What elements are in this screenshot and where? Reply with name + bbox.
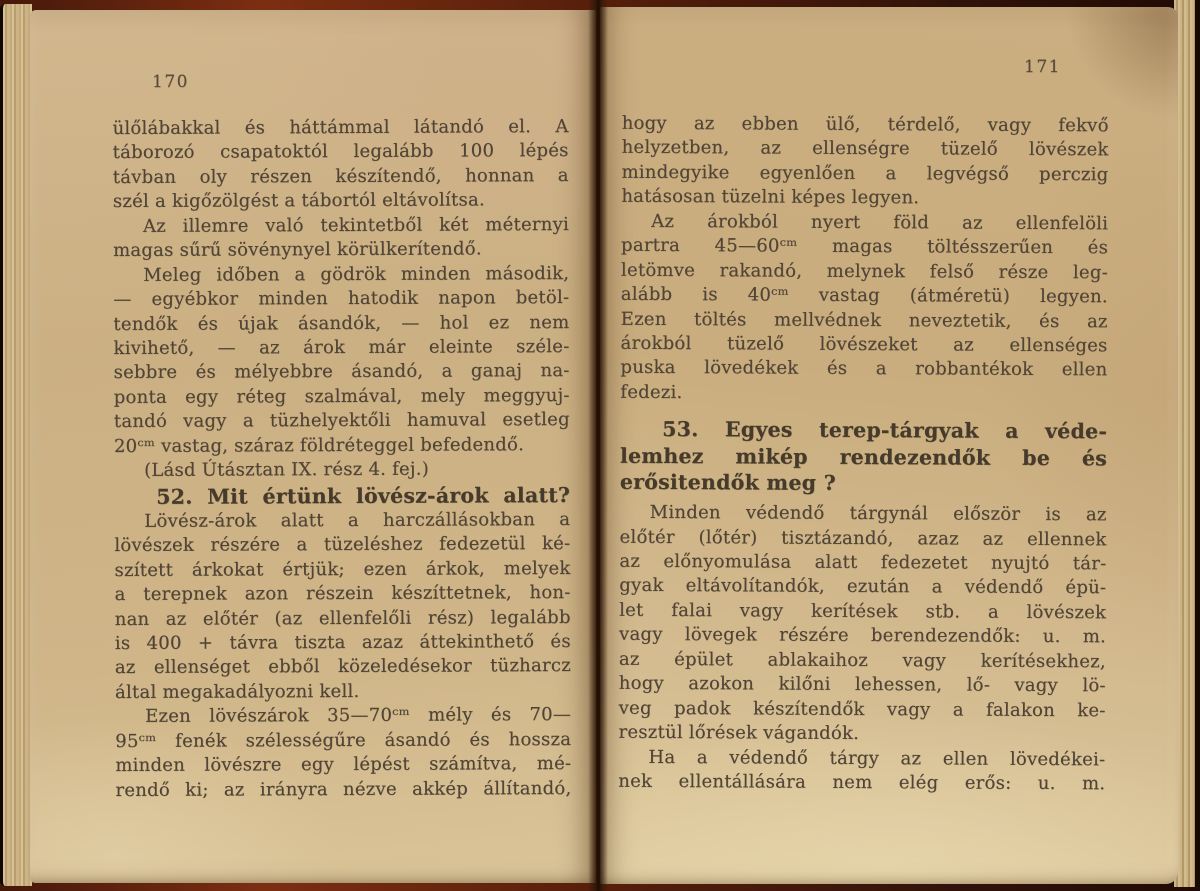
left-page xyxy=(30,10,596,883)
text-line: resztül lőrések vágandók. xyxy=(618,721,860,745)
text-line: Lövész-árok alatt a harczállásokban a xyxy=(144,508,571,532)
text-line: fedezi. xyxy=(620,381,683,403)
page-number-left: 170 xyxy=(152,72,189,92)
text-line: partra 45—60ᶜᵐ magas töltésszerűen és xyxy=(621,234,1109,259)
text-line: Minden védendő tárgynál először is az xyxy=(649,502,1107,526)
text-line: alább is 40ᶜᵐ vastag (átméretü) legyen. xyxy=(620,283,1108,308)
right-page-text xyxy=(618,112,1109,797)
text-line: hatásosan tüzelni képes legyen. xyxy=(621,186,920,209)
text-line: a terepnek azon részein készíttetnek, hon- xyxy=(114,582,571,606)
text-line: (Lásd Útásztan IX. rész 4. fej.) xyxy=(144,458,430,481)
text-line: helyzetben, az ellenségre tüzelő lövészek xyxy=(621,137,1109,161)
text-line: Ezen lövészárok 35—70ᶜᵐ mély és 70— xyxy=(145,704,572,728)
text-line: — egyébkor minden hatodik napon betöl- xyxy=(113,287,570,311)
text-line: Az illemre való tekintetből két méternyi xyxy=(142,213,570,237)
text-line: 20ᶜᵐ vastag, száraz földréteggel befedendő. xyxy=(113,433,525,457)
text-line: minden lövészre egy lépést számítva, mé- xyxy=(115,753,572,777)
left-page-text xyxy=(113,115,572,803)
text-line: magas sűrű sövénynyel körülkerítendő. xyxy=(113,238,482,262)
text-line: Ezen töltés mellvédnek neveztetik, és az xyxy=(620,308,1108,332)
left-page-edges xyxy=(0,4,32,886)
text-line: nek ellentállására nem elég erős: u. m. xyxy=(618,770,1106,795)
text-line: lövészek részére a tüzeléshez fedezetül ké- xyxy=(114,533,571,557)
text-line: gyak eltávolítandók, ezután a védendő épü- xyxy=(619,575,1107,599)
text-line: sebbre és mélyebbre ásandó, a ganaj na- xyxy=(113,360,570,384)
page-number-right: 171 xyxy=(1024,57,1061,77)
text-line: szél a kigőzölgést a tábortól eltávolítsa. xyxy=(112,189,485,213)
text-line: az ellenséget ebből közeledésekor tüzharcz xyxy=(114,655,571,679)
text-line: mindegyike egyenlően a legvégső perczig xyxy=(621,161,1109,186)
text-line: let falai vagy kerítések stb. a lövészek xyxy=(619,599,1107,624)
text-line: veg padok készítendők vagy a falakon ke- xyxy=(618,697,1106,721)
text-line: lemhez mikép rendezendők be és xyxy=(619,443,1108,470)
text-line: az előnyomulása alatt fedezetet nyujtó tár- xyxy=(619,550,1107,575)
text-line: nan az előtér (az ellenfelőli rész) legalább xyxy=(114,606,571,630)
text-line: rendő ki; az irányra nézve akkép állítandó, xyxy=(115,777,572,801)
text-line: Az árokból nyert föld az ellenfelöli xyxy=(651,210,1109,235)
text-line: 53. Egyes terep-tárgyak a véde- xyxy=(662,417,1108,444)
text-line: Meleg időben a gödrök minden második, xyxy=(143,262,570,286)
text-line: hogy az ebben ülő, térdelő, vagy fekvő xyxy=(621,112,1109,137)
text-line: letömve rakandó, melynek felső része leg- xyxy=(620,259,1109,283)
text-line: puska lövedékek és a robbantékok ellen xyxy=(620,357,1108,381)
text-line: ponta egy réteg szalmával, mely meggyuj- xyxy=(113,384,570,408)
right-page xyxy=(600,7,1178,884)
text-line: ülőlábakkal és háttámmal látandó el. A xyxy=(112,116,569,139)
text-line: kivihető, — az árok már eleinte széle- xyxy=(113,335,570,359)
text-line: erősitendők meg ? xyxy=(619,469,836,495)
text-line: vagy lövegek részére berendezendők: u. m. xyxy=(618,624,1107,648)
text-line: árokból tüzelő lövészeket az ellenséges xyxy=(620,332,1108,357)
text-line: hogy azokon kilőni lehessen, lő- vagy lö- xyxy=(618,672,1106,697)
text-line: az épület ablakaihoz vagy kerítésekhez, xyxy=(618,648,1106,673)
text-line: Ha a védendő tárgy az ellen lövedékei- xyxy=(648,746,1106,770)
text-line: távban oly részen készítendő, honnan a xyxy=(112,164,569,188)
text-line: is 400 + távra tiszta azaz áttekinthető és xyxy=(114,631,571,655)
text-line: 52. Mit értünk lövész-árok alatt? xyxy=(156,482,571,509)
text-line: tandó vagy a tüzhelyektőli hamuval esetleg xyxy=(113,409,570,433)
text-line: előtér (lőtér) tisztázandó, azaz az ellennek xyxy=(619,526,1107,550)
text-line: szített árkokat értjük; ezen árkok, melyek xyxy=(114,557,571,581)
text-line: táborozó csapatoktól legalább 100 lépés xyxy=(112,140,569,164)
text-line: 95ᶜᵐ fenék szélességűre ásandó és hossza xyxy=(115,728,572,752)
text-line: által megakadályozni kell. xyxy=(114,680,360,703)
text-line: tendők és újak ásandók, — hol ez nem xyxy=(113,311,570,335)
book-spine-gutter xyxy=(588,0,608,891)
